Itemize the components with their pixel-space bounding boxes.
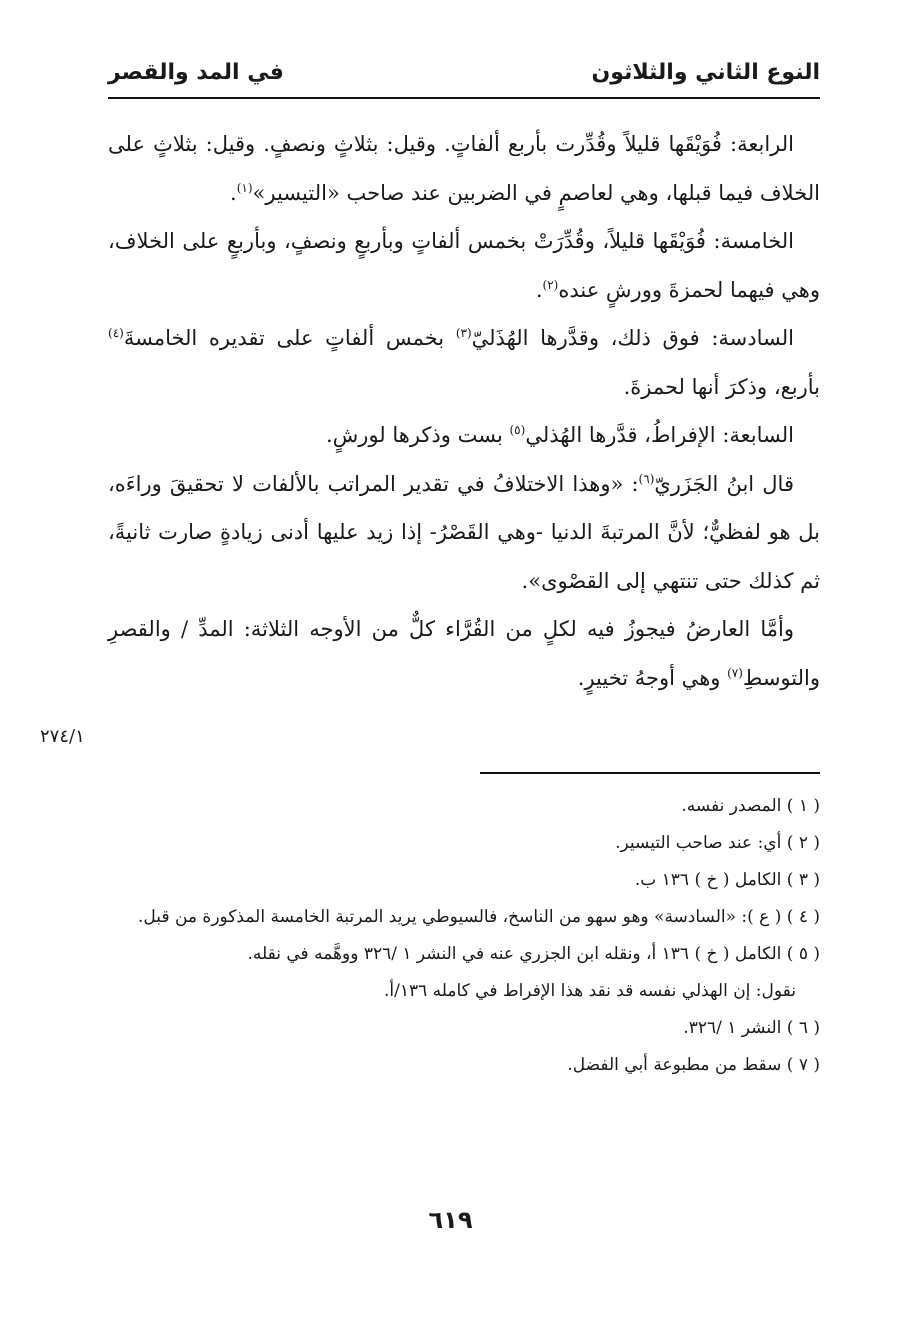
footnote-1: ( ١ ) المصدر نفسه. [681,796,820,816]
footnote-5-continuation: نقول: إن الهذلي نفسه قد نقد هذا الإفراط في كامله ١٣٦/أ. [383,981,796,1001]
footnote-ref-4[interactable]: (٤) [108,326,124,340]
footnote-ref-1[interactable]: (١) [236,180,253,195]
running-header [108,56,820,96]
footnote-5: ( ٥ ) الكامل ( خ ) ١٣٦ أ، ونقله ابن الجزري عنه في النشر ١ /٣٢٦ ووهَّمه في نقله. [247,944,820,964]
paragraph-incidental-madd: وأمَّا العارضُ فيجوزُ فيه لكلٍ من القُرَّاء كلٌّ من الأوجه الثلاثة: المدِّ / والقصرِ والتوسطِ$^{(٧)}$ وهي أوجهُ تخييرٍ. [108,617,820,690]
paragraph-ibn-jazari-quote: قال ابنُ الجَزَريّ$^{(٦)}$: «وهذا الاختلافُ في تقدير المراتب بالألفات لا تحقيقَ وراءَه، بل هو لفظيٌّ؛ لأنَّ المرتبةَ الدنيا -وهي القَصْرُ- إذا زيد عليها أدنى زيادةٍ صارت ثانيةً، ثم كذلك حتى تنتهي إلى القصْوى». [108,471,820,593]
footnote-6: ( ٦ ) النشر ١ /٣٢٦. [683,1018,820,1038]
chapter-title: النوع الثاني والثلاثون [591,60,820,85]
paragraph-fourth-level: الرابعة: فُوَيْقَها قليلاً وقُدِّرت بأربع ألفاتٍ. وقيل: بثلاثٍ ونصفٍ. وقيل: بثلاثٍ على الخلاف فيما قبلها، وهي لعاصمٍ في الضربين عند صاحب «التيسير»$^{(١)}$. [108,132,820,205]
footnote-divider [480,772,820,774]
paragraph-seventh-level: السابعة: الإفراطُ، قدَّرها الهُذلي$^{(٥)}$ بست وذكرها لورشٍ. [326,423,794,447]
footnote-7: ( ٧ ) سقط من مطبوعة أبي الفضل. [567,1055,820,1075]
page-number: ٦١٩ [428,1206,473,1234]
footnote-ref-5[interactable]: (٥) [509,423,526,437]
footnote-ref-3[interactable]: (٣) [455,326,472,340]
footnotes [108,788,820,1084]
main-text [108,120,820,702]
footnote-ref-6[interactable]: (٦) [638,471,655,486]
footnote-2: ( ٢ ) أي: عند صاحب التيسير. [615,833,820,853]
margin-page-reference: ٢٧٤/١ [40,726,85,747]
footnote-3: ( ٣ ) الكامل ( خ ) ١٣٦ ب. [634,870,820,890]
footnote-ref-2[interactable]: (٢) [542,277,559,292]
paragraph-fifth-level: الخامسة: فُوَيْقَها قليلاً، وقُدِّرَتْ بخمس ألفاتٍ وبأربعٍ ونصفٍ، وبأربعٍ على الخلاف، وهي فيهما لحمزةَ وورشٍ عنده$^{(٢)}$. [108,229,820,302]
footnote-ref-7[interactable]: (٧) [727,665,743,680]
section-title: في المد والقصر [108,60,284,85]
footnote-4: ( ٤ ) ( ع ): «السادسة» وهو سهو من الناسخ، فالسيوطي يريد المرتبة الخامسة المذكورة من قبل. [138,907,820,927]
paragraph-sixth-level: السادسة: فوق ذلك، وقدَّرها الهُذَليّ$^{(٣)}$ بخمس ألفاتٍ على تقديره الخامسةَ$^{(٤)}$ بأربع، وذكرَ أنها لحمزةَ. [108,326,820,399]
header-divider [108,97,820,99]
